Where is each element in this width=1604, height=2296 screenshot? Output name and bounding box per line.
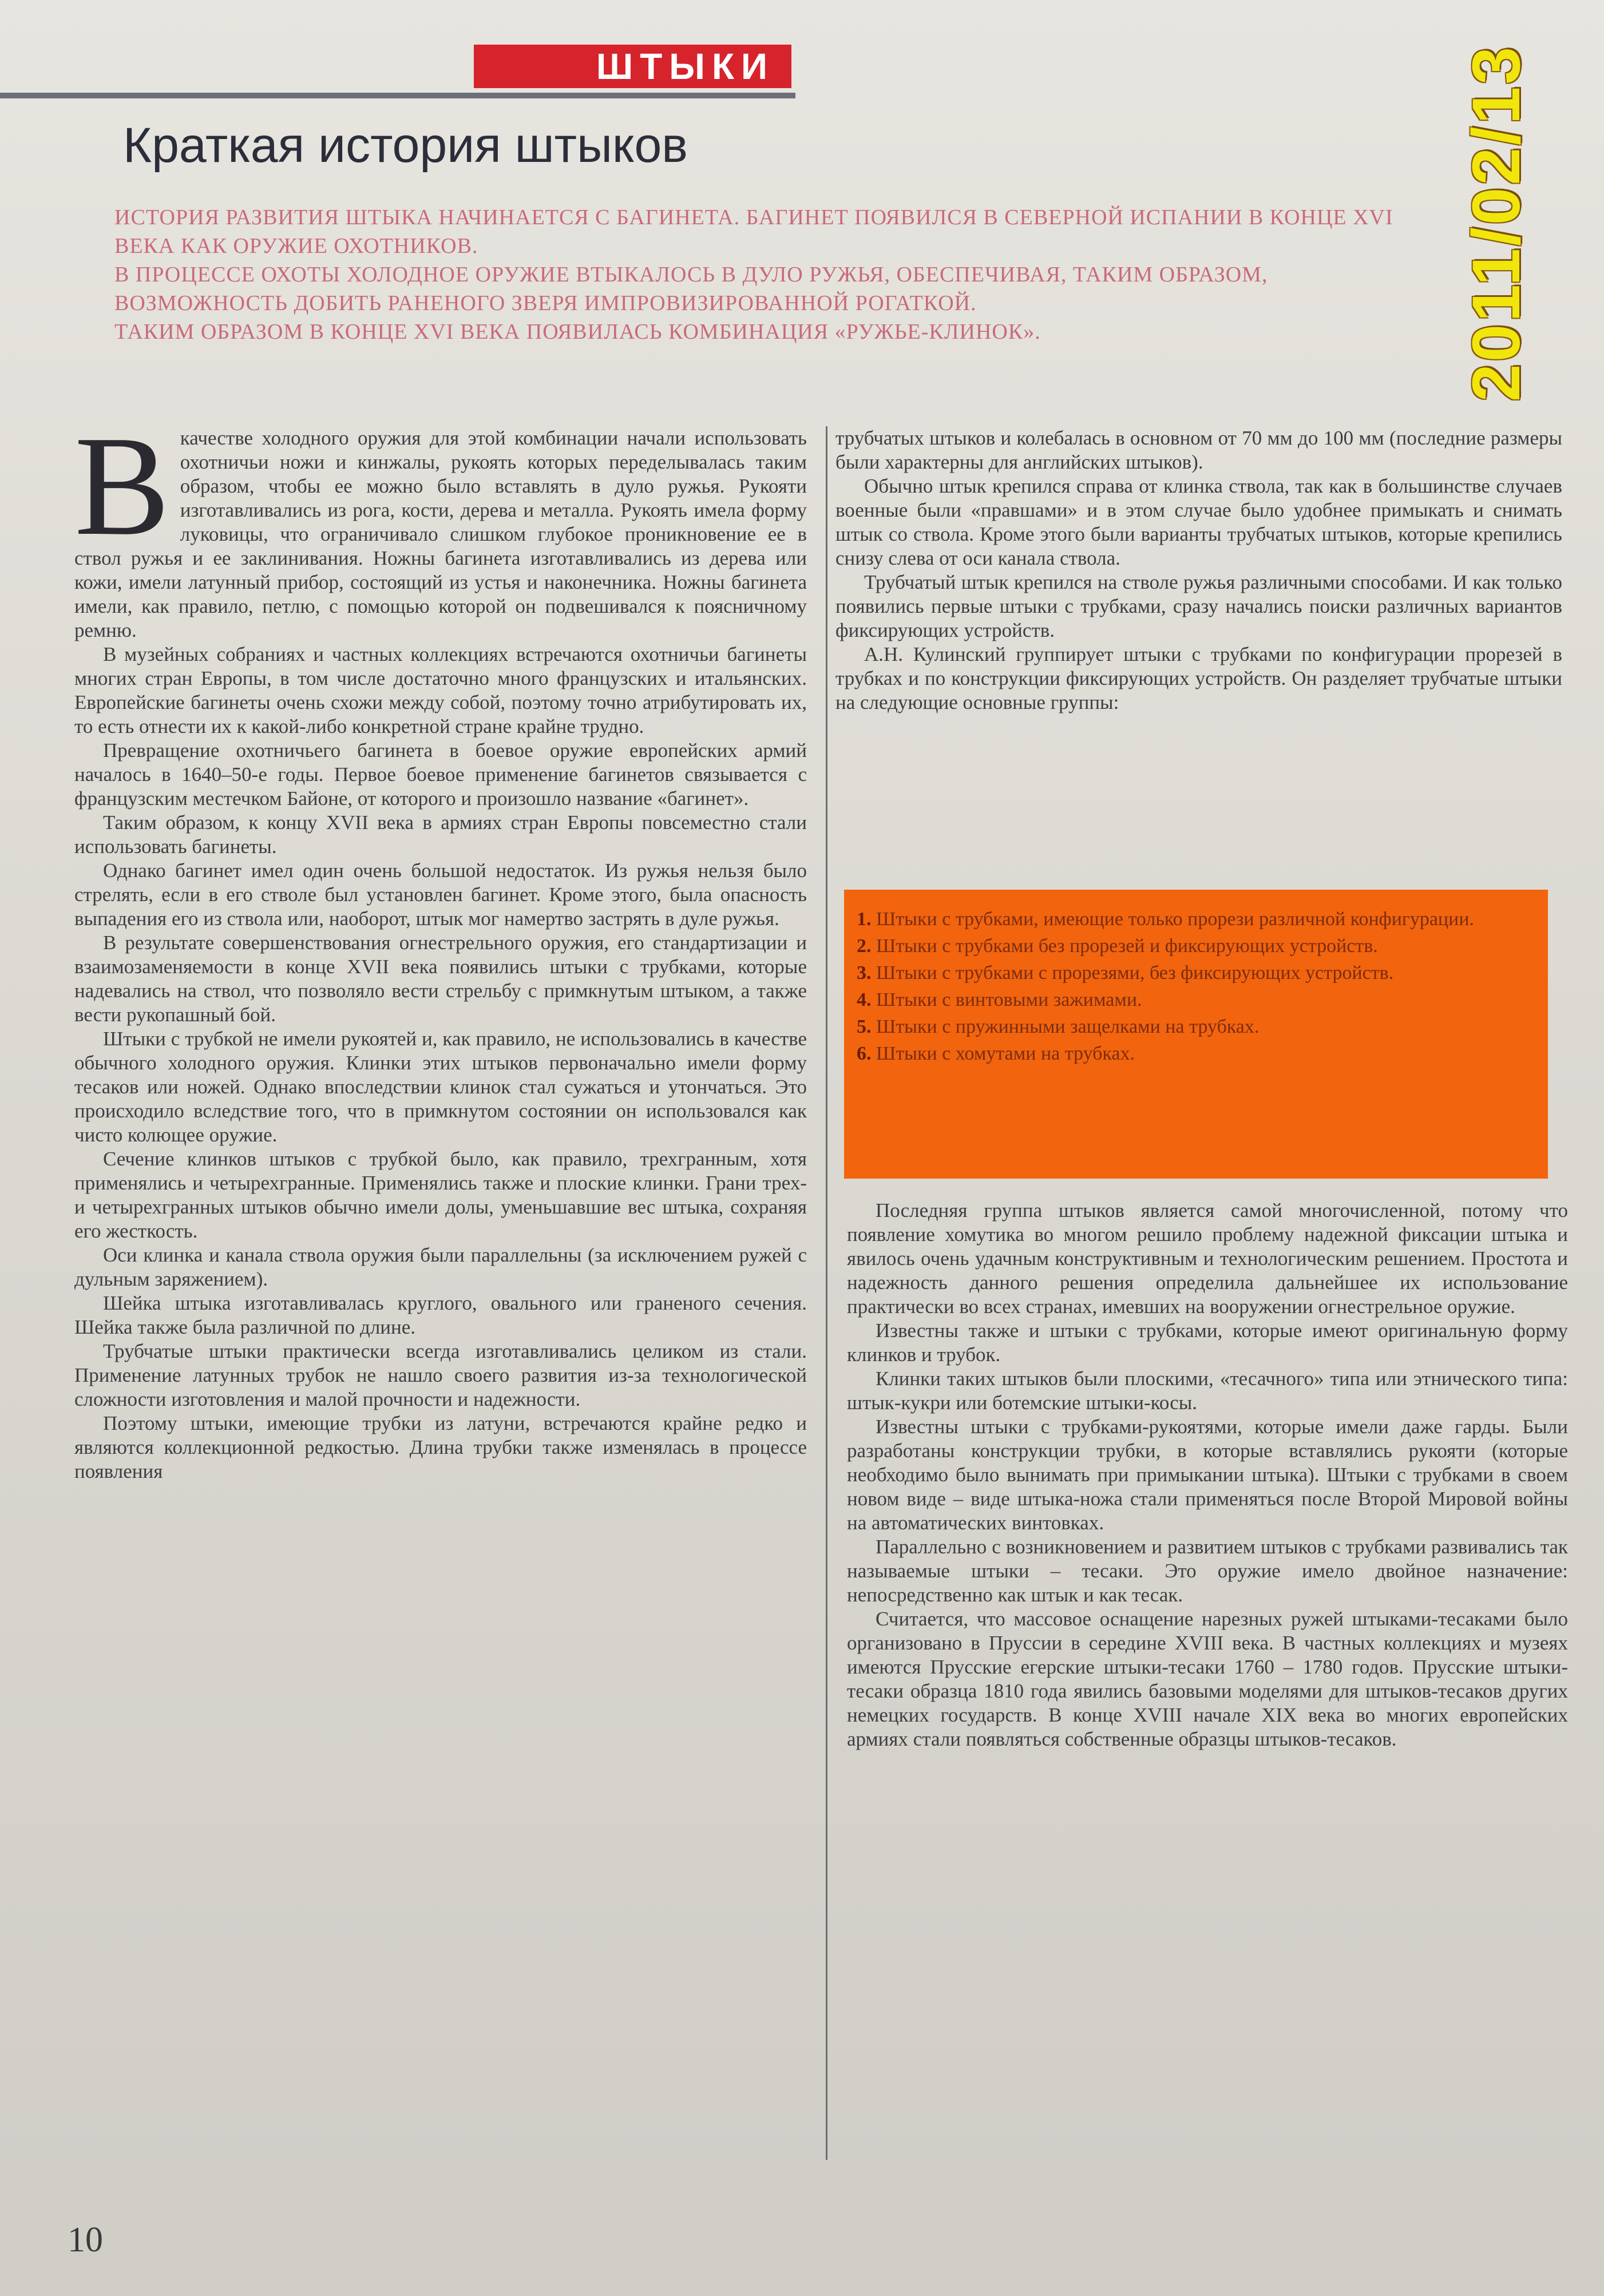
- lead-line: ТАКИМ ОБРАЗОМ В КОНЦЕ XVI ВЕКА ПОЯВИЛАСЬ КОМБИНАЦИЯ «РУЖЬЕ-КЛИНОК».: [114, 320, 1041, 344]
- group-number: 3.: [857, 962, 872, 984]
- body-paragraph: Обычно штык крепился справа от клинка ствола, так как в большинстве случаев военные были «правшами» и в этом случае было удобнее примыкать и снимать штык со ствола. Кроме этого были варианты трубчатых штыков, которые крепились снизу слева от оси канала ствола.: [835, 475, 1562, 569]
- column-divider: [826, 426, 827, 2160]
- body-paragraph: Сечение клинков штыков с трубкой было, как правило, трехгранным, хотя применялись и четырехгранные. Применялись также и плоские клинки. Грани трех- и четырехгранных штыков обычно имели долы, уменьшавшие вес штыка, сохраняя его жесткость.: [74, 1148, 807, 1242]
- body-paragraph: Таким образом, к концу XVII века в армиях стран Европы повсеместно стали использовать багинеты.: [74, 811, 807, 858]
- lead-paragraph: [114, 203, 1431, 346]
- group-item: [857, 933, 1535, 959]
- body-paragraph: Параллельно с возникновением и развитием штыков с трубками развивались так называемые штыки – тесаки. Это оружие имело двойное назначение: непосредственно как штык и как тесак.: [847, 1536, 1568, 1606]
- group-text: Штыки с винтовыми зажимами.: [876, 989, 1142, 1010]
- groups-box: [844, 890, 1548, 1179]
- group-number: 6.: [857, 1043, 872, 1064]
- body-paragraph: В результате совершенствования огнестрельного оружия, его стандартизации и взаимозаменяемости в конце XVII века появились штыки с трубками, которые надевались на ствол, что позволяло вести стрельбу с примкнутым штыком, а также вести рукопашный бой.: [74, 931, 807, 1026]
- body-paragraph: качестве холодного оружия для этой комбинации начали использовать охотничьи ножи и кинжалы, рукоять которых переделывалась таким образом, чтобы ее можно было вставлять в дуло ружья. Рукояти изготавливались из рога, кости, дерева и металла. Рукоять имела форму луковицы, что ограничивало слишком глубокое проникновение ее в ствол ружья и ее заклинивания. Ножны багинета изготавливались из дерева или кожи, имели латунный прибор, состоящий из устья и наконечника. Ножны багинета имели, как правило, петлю, с помощью которой он подвешивался к поясничному ремню.: [74, 427, 807, 641]
- column-right-bottom: [847, 1199, 1568, 1751]
- column-left: [74, 407, 807, 1484]
- lead-line: В ПРОЦЕССЕ ОХОТЫ ХОЛОДНОЕ ОРУЖИЕ ВТЫКАЛОСЬ В ДУЛО РУЖЬЯ, ОБЕСПЕЧИВАЯ, ТАКИМ ОБРАЗОМ, ВОЗМОЖНОСТЬ ДОБИТЬ РАНЕНОГО ЗВЕРЯ ИМПРОВИЗИРОВАННОЙ РОГАТКОЙ.: [114, 263, 1268, 315]
- body-paragraph: Поэтому штыки, имеющие трубки из латуни, встречаются крайне редко и являются коллекционной редкостью. Длина трубки также изменялась в процессе появления: [74, 1412, 807, 1482]
- body-paragraph: Оси клинка и канала ствола оружия были параллельны (за исключением ружей с дульным заряжением).: [74, 1244, 807, 1290]
- body-paragraph: трубчатых штыков и колебалась в основном от 70 мм до 100 мм (последние размеры были характерны для английских штыков).: [835, 427, 1562, 473]
- lead-line: ИСТОРИЯ РАЗВИТИЯ ШТЫКА НАЧИНАЕТСЯ С БАГИНЕТА. БАГИНЕТ ПОЯВИЛСЯ В СЕВЕРНОЙ ИСПАНИИ В КОНЦЕ XVI ВЕКА КАК ОРУЖИЕ ОХОТНИКОВ.: [114, 205, 1393, 258]
- body-paragraph: Шейка штыка изготавливалась круглого, овального или граненого сечения. Шейка также была различной по длине.: [74, 1292, 807, 1338]
- body-paragraph: Трубчатые штыки практически всегда изготавливались целиком из стали. Применение латунных трубок не нашло своего развития из-за технологической сложности изготовления и малой прочности и надежности.: [74, 1340, 807, 1410]
- group-number: 2.: [857, 935, 872, 957]
- body-paragraph: А.Н. Кулинский группирует штыки с трубками по конфигурации прорезей в трубках и по конструкции фиксирующих устройств. Он разделяет трубчатые штыки на следующие основные группы:: [835, 643, 1562, 713]
- group-number: 5.: [857, 1016, 872, 1037]
- group-text: Штыки с пружинными защелками на трубках.: [876, 1016, 1260, 1037]
- body-paragraph: Однако багинет имел один очень большой недостаток. Из ружья нельзя было стрелять, если в его стволе был установлен багинет. Кроме этого, была опасность выпадения его из ствола или, наоборот, штык мог намертво застрять в дуле ружья.: [74, 859, 807, 930]
- body-paragraph: Считается, что массовое оснащение нарезных ружей штыками-тесаками было организовано в Пруссии в середине XVIII века. В частных коллекциях и музеях имеются Прусские егерские штыки-тесаки 1760 – 1780 годов. Прусские штыки-тесаки образца 1810 года явились базовыми моделями для штыков-тесаков других немецких государств. В конце XVIII начале XIX века во многих европейских армиях стали появляться собственные образцы штыков-тесаков.: [847, 1608, 1568, 1750]
- group-text: Штыки с хомутами на трубках.: [876, 1043, 1135, 1064]
- column-right-top: [835, 426, 1562, 715]
- group-item: [857, 1013, 1535, 1040]
- body-paragraph: В музейных собраниях и частных коллекциях встречаются охотничьи багинеты многих стран Европы, в том числе достаточно много французских и итальянских. Европейские багинеты очень схожи между собой, поэтому точно атрибутировать их, то есть отнести их к какой-либо конкретной стране крайне трудно.: [74, 643, 807, 737]
- body-paragraph: Штыки с трубкой не имели рукоятей и, как правило, не использовались в качестве обычного холодного оружия. Клинки этих штыков первоначально имели форму тесаков или ножей. Однако впоследствии клинок стал сужаться и утончаться. Это происходило вследствие того, что в примкнутом состоянии он использовался как чисто колющее оружие.: [74, 1028, 807, 1146]
- body-paragraph: Известны также и штыки с трубками, которые имеют оригинальную форму клинков и трубок.: [847, 1319, 1568, 1366]
- group-text: Штыки с трубками, имеющие только прорези различной конфигурации.: [876, 909, 1475, 930]
- group-text: Штыки с трубками без прорезей и фиксирующих устройств.: [876, 935, 1378, 957]
- body-paragraph: Трубчатый штык крепился на стволе ружья различными способами. И как только появились первые штыки с трубками, сразу начались поиски различных вариантов фиксирующих устройств.: [835, 571, 1562, 641]
- section-tag: ШТЫКИ: [474, 45, 791, 88]
- group-number: 4.: [857, 989, 872, 1010]
- date-stamp: [1459, 11, 1534, 435]
- body-paragraph: Последняя группа штыков является самой многочисленной, потому что появление хомутика во многом решило проблему надежной фиксации штыка и явилось очень удачным конструктивным и технологическим решением. Простота и надежность данного решения определила дальнейшее их использование практически во всех странах, имевших на вооружении огнестрельное оружие.: [847, 1199, 1568, 1318]
- group-item: [857, 1040, 1535, 1067]
- top-rule: [0, 93, 795, 98]
- dropcap: В: [74, 407, 170, 565]
- page-number: 10: [68, 2220, 103, 2259]
- group-number: 1.: [857, 909, 872, 930]
- page-title: Краткая история штыков: [123, 118, 688, 173]
- group-item: [857, 906, 1535, 933]
- group-item: [857, 986, 1535, 1013]
- body-paragraph: Превращение охотничьего багинета в боевое оружие европейских армий началось в 1640–50-е годы. Первое боевое применение багинетов связывается с французским местечком Байоне, от которого и произошло название «багинет».: [74, 739, 807, 810]
- body-paragraph: Известны штыки с трубками-рукоятями, которые имели даже гарды. Были разработаны конструкции трубки, в которые вставлялись рукояти (которые необходимо было вынимать при примыкании штыка). Штыки с трубками в своем новом виде – виде штыка-ножа стали применяться после Второй Мировой войны на автоматических винтовках.: [847, 1415, 1568, 1534]
- group-item: [857, 959, 1535, 986]
- date-stamp-text: 2011/02/13: [1459, 44, 1534, 402]
- body-paragraph: Клинки таких штыков были плоскими, «тесачного» типа или этнического типа: штык-кукри или ботемские штыки-косы.: [847, 1367, 1568, 1414]
- group-text: Штыки с трубками с прорезями, без фиксирующих устройств.: [876, 962, 1394, 984]
